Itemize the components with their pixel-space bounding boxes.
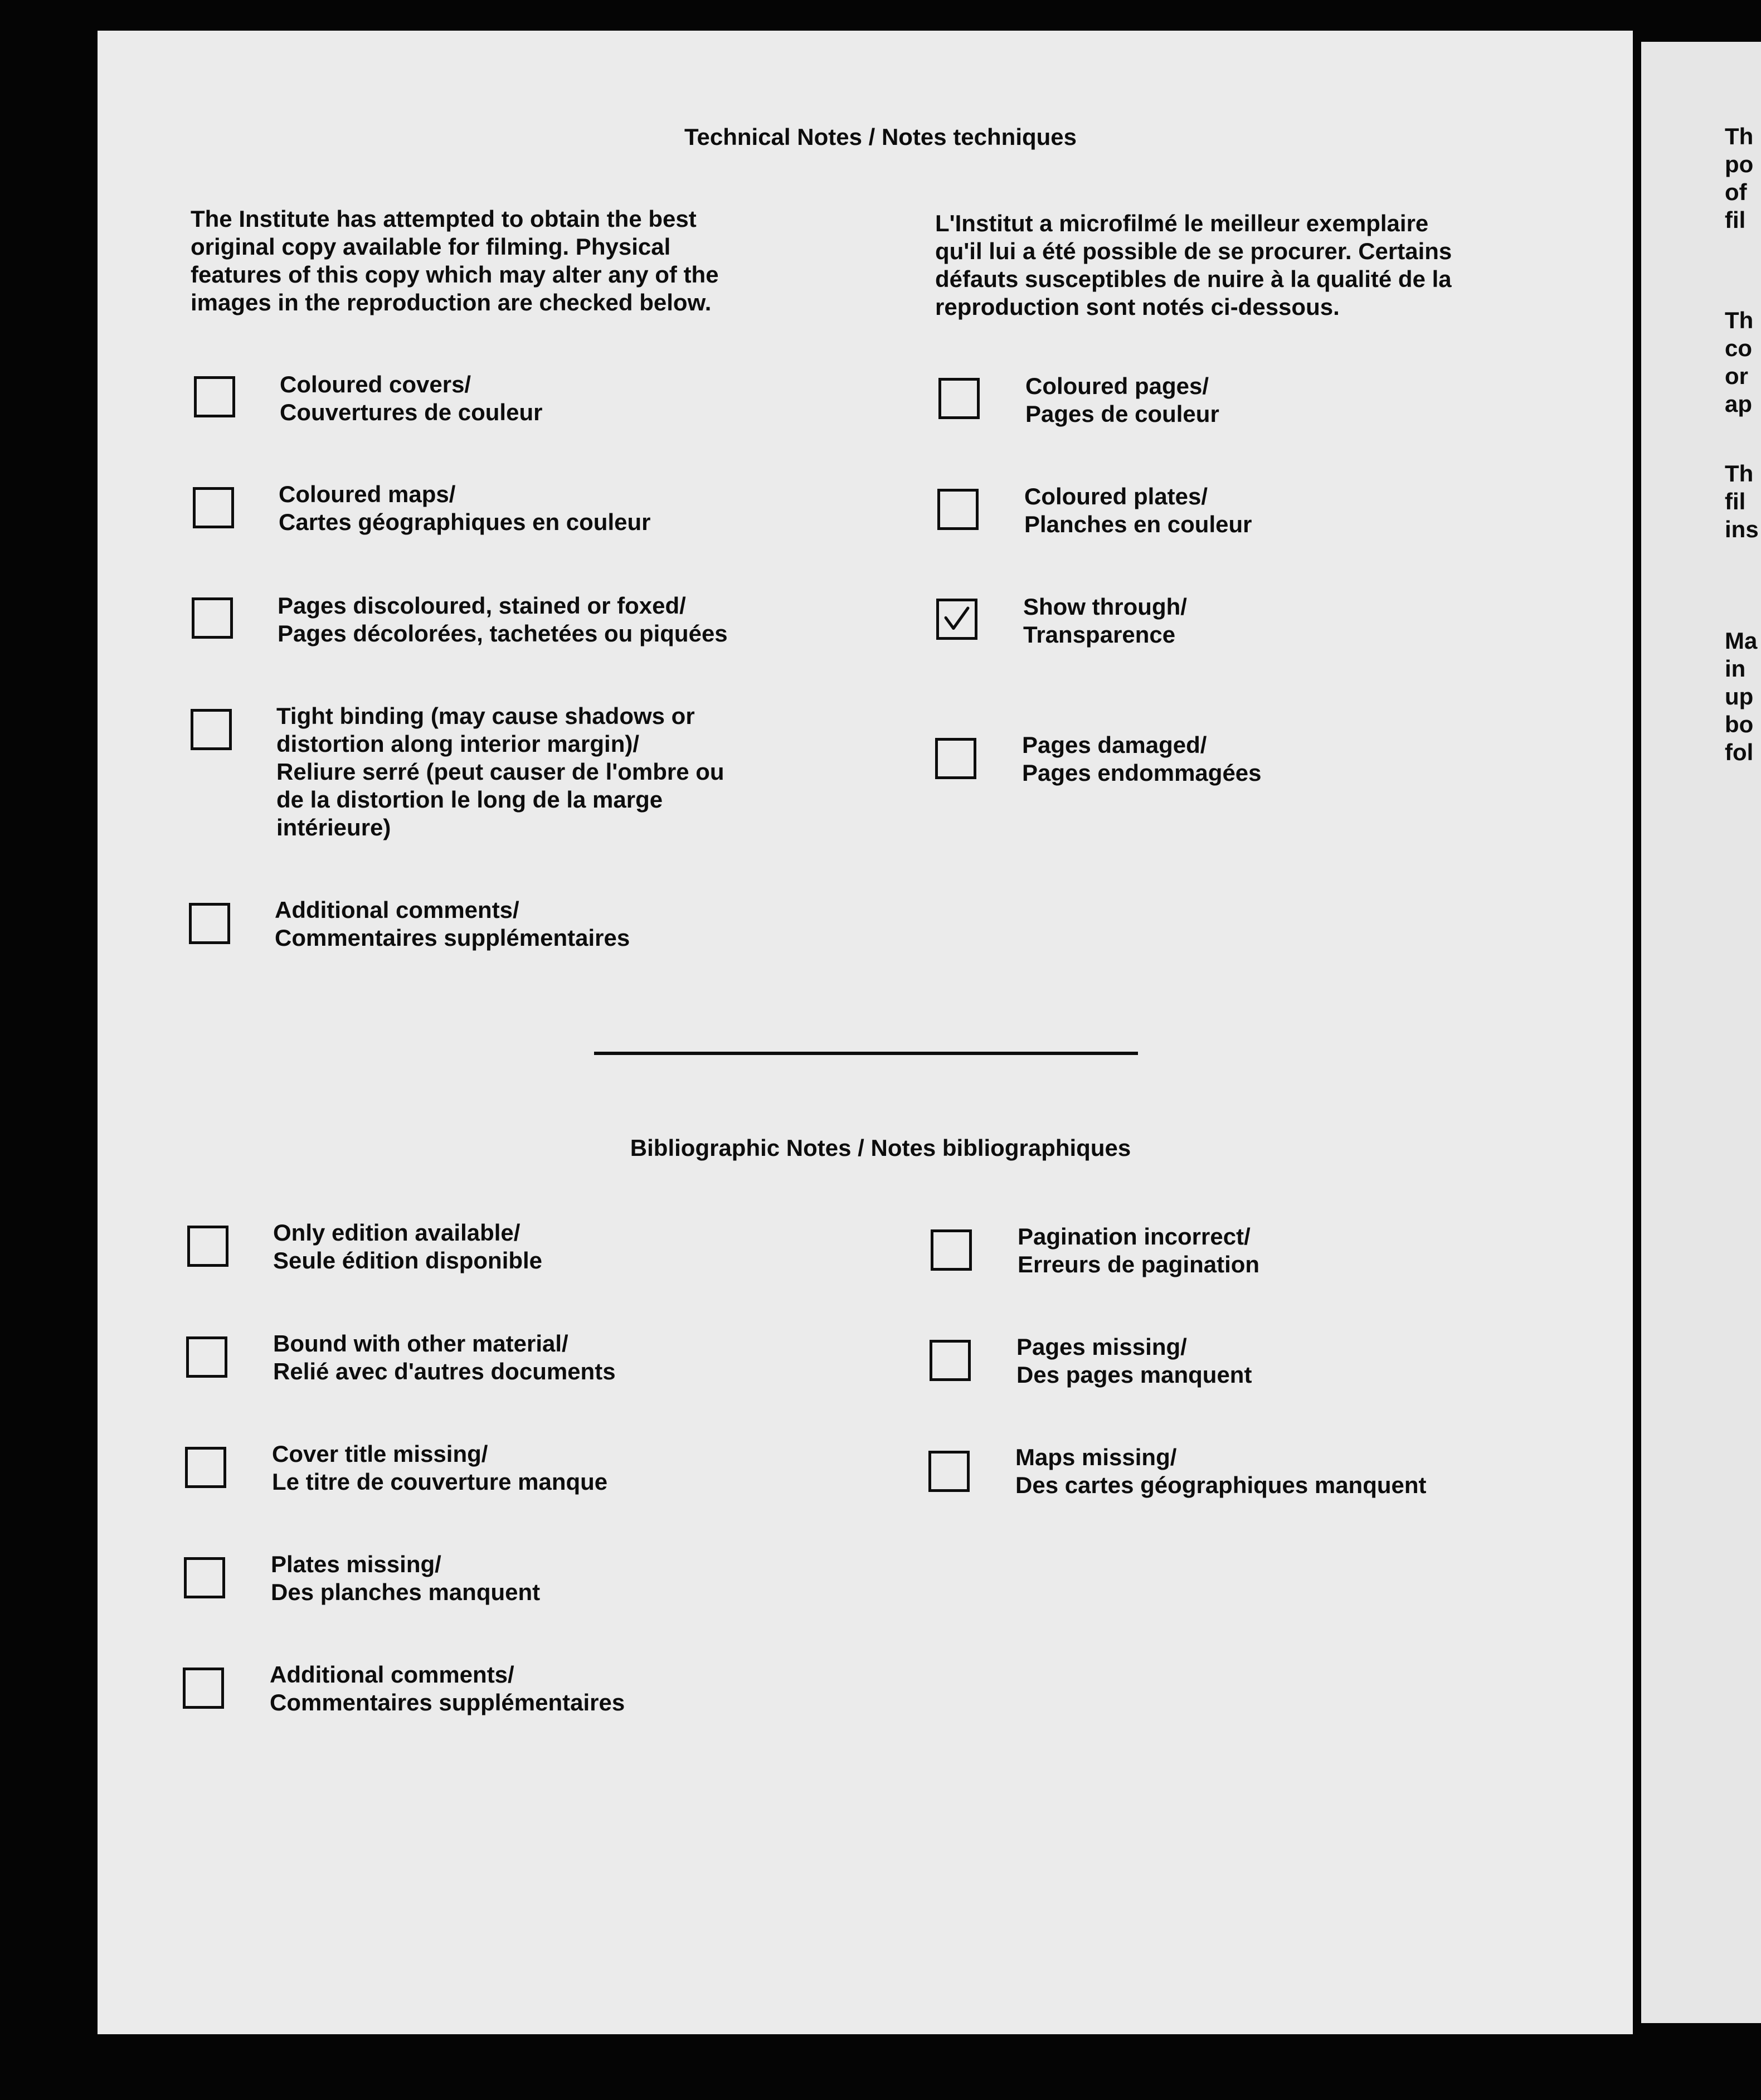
label-coloured-pages-fr: Pages de couleur [1025, 401, 1219, 427]
checkmark-icon [939, 601, 975, 637]
checkbox-show-through[interactable] [936, 599, 977, 640]
label-pages-discoloured-fr: Pages décolorées, tachetées ou piquées [278, 620, 728, 646]
fragment: ins [1725, 516, 1759, 542]
label-pages-missing-en: Pages missing/ [1016, 1334, 1187, 1360]
checkbox-tight-binding[interactable] [191, 709, 232, 750]
label-pagination-incorrect-en: Pagination incorrect/ [1018, 1223, 1251, 1250]
checkbox-bound-with-other[interactable] [186, 1336, 227, 1378]
label-tight-binding-line: Reliure serré (peut causer de l'ombre ou [276, 759, 724, 785]
label-only-edition-en: Only edition available/ [273, 1219, 520, 1246]
checkbox-coloured-plates[interactable] [937, 489, 979, 530]
label-tight-binding-line: distortion along interior margin)/ [276, 731, 639, 757]
label-tight-binding-line: Tight binding (may cause shadows or [276, 703, 695, 729]
label-pages-discoloured-en: Pages discoloured, stained or foxed/ [278, 592, 686, 619]
label-technical-additional-comments-fr: Commentaires supplémentaires [275, 925, 630, 951]
intro-fr-line: L'Institut a microfilmé le meilleur exemplaire [935, 210, 1429, 236]
label-plates-missing-en: Plates missing/ [271, 1551, 441, 1577]
label-pages-damaged-fr: Pages endommagées [1022, 760, 1262, 786]
fragment: co [1725, 335, 1753, 361]
label-coloured-covers-fr: Couvertures de couleur [280, 399, 543, 425]
checkbox-coloured-covers[interactable] [194, 376, 235, 417]
label-bibliographic-additional-comments-fr: Commentaires supplémentaires [270, 1689, 625, 1715]
checkbox-maps-missing[interactable] [928, 1451, 970, 1492]
label-bound-with-other-fr: Relié avec d'autres documents [273, 1358, 616, 1384]
checkbox-bibliographic-additional-comments[interactable] [183, 1668, 224, 1709]
fragment: Ma [1725, 628, 1758, 654]
fragment: bo [1725, 711, 1754, 737]
fragment: po [1725, 151, 1754, 177]
label-cover-title-missing-fr: Le titre de couverture manque [272, 1469, 608, 1495]
fragment: fol [1725, 739, 1754, 765]
intro-fr-line: qu'il lui a été possible de se procurer. Certains [935, 238, 1452, 264]
label-cover-title-missing-en: Cover title missing/ [272, 1441, 488, 1467]
label-coloured-covers-en: Coloured covers/ [280, 371, 471, 397]
fragment: Th [1725, 460, 1754, 487]
bibliographic-notes-title: Bibliographic Notes / Notes bibliographiques [630, 1135, 1131, 1161]
label-coloured-maps-fr: Cartes géographiques en couleur [279, 509, 651, 535]
intro-fr-line: reproduction sont notés ci-dessous. [935, 294, 1340, 320]
checkbox-pages-discoloured[interactable] [192, 597, 233, 639]
fragment: of [1725, 179, 1747, 205]
checkbox-cover-title-missing[interactable] [185, 1447, 226, 1488]
fragment: fil [1725, 207, 1746, 233]
fragment: up [1725, 683, 1754, 709]
fragment: in [1725, 655, 1746, 682]
label-maps-missing-en: Maps missing/ [1015, 1444, 1177, 1470]
checkbox-pagination-incorrect[interactable] [931, 1229, 972, 1271]
checkbox-coloured-maps[interactable] [193, 487, 234, 528]
fragment: fil [1725, 488, 1746, 514]
scanned-page [98, 31, 1633, 2034]
label-tight-binding-line: de la distortion le long de la marge [276, 786, 663, 813]
fragment: Th [1725, 123, 1754, 149]
label-bound-with-other-en: Bound with other material/ [273, 1330, 568, 1357]
label-technical-additional-comments-en: Additional comments/ [275, 897, 519, 923]
intro-en-line: images in the reproduction are checked below. [191, 289, 712, 315]
label-coloured-plates-en: Coloured plates/ [1024, 483, 1208, 509]
checkbox-technical-additional-comments[interactable] [189, 903, 230, 944]
label-show-through-en: Show through/ [1023, 594, 1187, 620]
fragment: or [1725, 363, 1748, 389]
fragment: ap [1725, 391, 1753, 417]
section-divider [594, 1052, 1138, 1055]
checkbox-only-edition[interactable] [187, 1226, 228, 1267]
label-tight-binding-line: intérieure) [276, 814, 391, 840]
label-maps-missing-fr: Des cartes géographiques manquent [1015, 1472, 1427, 1498]
checkbox-coloured-pages[interactable] [938, 378, 980, 419]
intro-en-line: features of this copy which may alter any of the [191, 261, 719, 288]
checkbox-pages-missing[interactable] [930, 1340, 971, 1381]
intro-fr-line: défauts susceptibles de nuire à la qualité de la [935, 266, 1452, 292]
label-pagination-incorrect-fr: Erreurs de pagination [1018, 1251, 1260, 1277]
checkbox-pages-damaged[interactable] [935, 738, 976, 779]
label-coloured-pages-en: Coloured pages/ [1025, 373, 1209, 399]
label-coloured-plates-fr: Planches en couleur [1024, 511, 1252, 537]
technical-notes-title: Technical Notes / Notes techniques [684, 124, 1077, 150]
label-pages-missing-fr: Des pages manquent [1016, 1362, 1252, 1388]
label-show-through-fr: Transparence [1023, 621, 1176, 648]
label-pages-damaged-en: Pages damaged/ [1022, 732, 1207, 758]
fragment: Th [1725, 307, 1754, 333]
label-coloured-maps-en: Coloured maps/ [279, 481, 456, 507]
label-only-edition-fr: Seule édition disponible [273, 1247, 543, 1273]
intro-en-line: The Institute has attempted to obtain the best [191, 206, 697, 232]
label-bibliographic-additional-comments-en: Additional comments/ [270, 1661, 514, 1688]
checkbox-plates-missing[interactable] [184, 1557, 225, 1598]
intro-en-line: original copy available for filming. Physical [191, 234, 671, 260]
label-plates-missing-fr: Des planches manquent [271, 1579, 541, 1605]
